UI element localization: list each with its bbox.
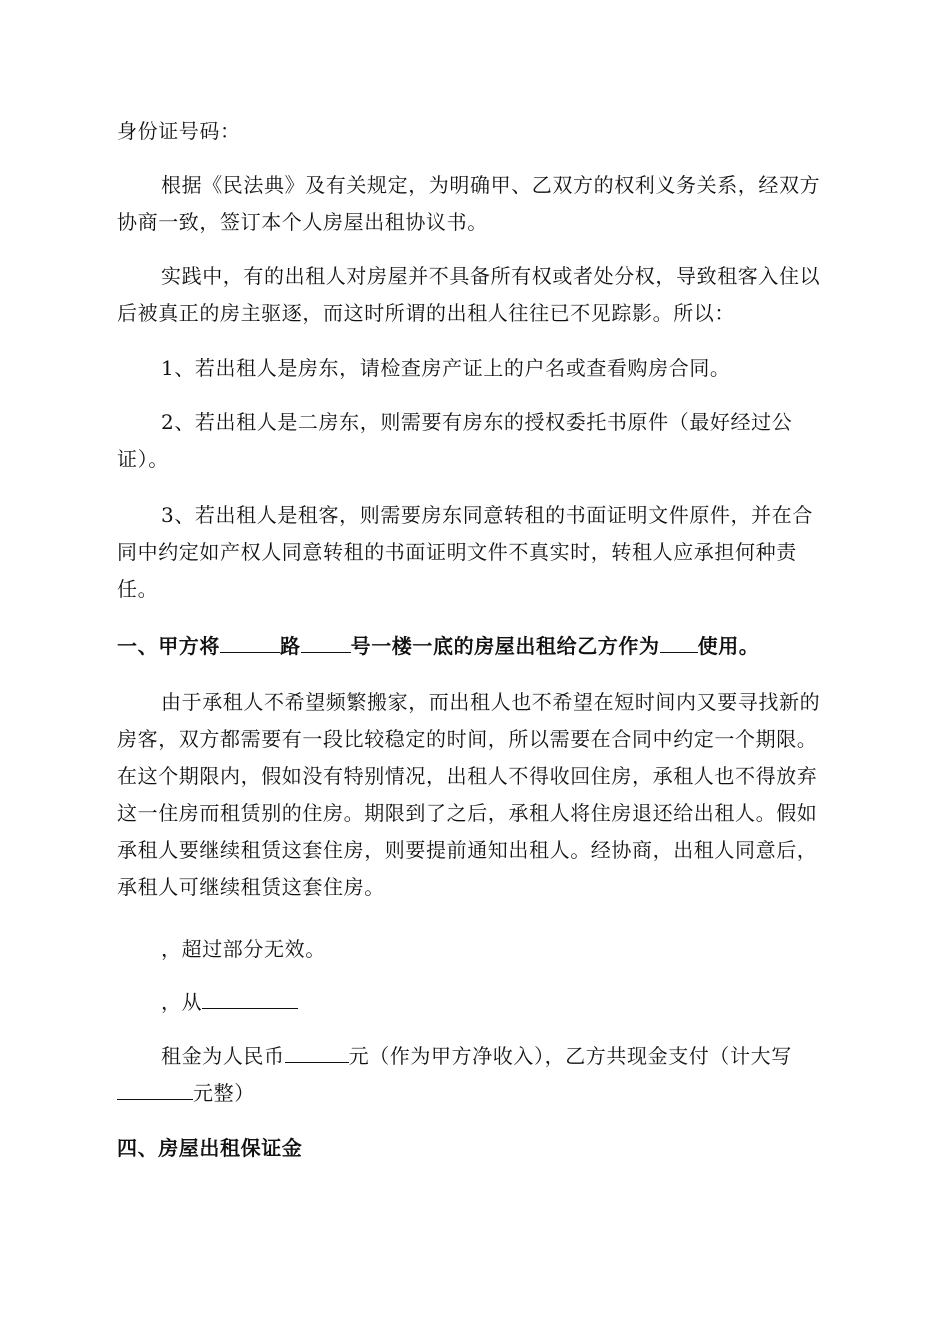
paragraph-civil-code: 根据《民法典》及有关规定，为明确甲、乙双方的权利义务关系，经双方协商一致，签订本个人房屋出租协议书。 — [117, 173, 821, 234]
number-blank — [301, 630, 351, 653]
rent-amount-blank — [285, 1040, 349, 1063]
from-text: ，从 — [161, 990, 203, 1014]
list-item-sublandlord: 2、若出租人是二房东，则需要有房东的授权委托书原件（最好经过公证）。 — [117, 410, 793, 471]
rent-part2: 元（作为甲方净收入），乙方共现金支付（计大写 — [348, 1044, 792, 1068]
list-item-tenant: 3、若出租人是租客，则需要房东同意转租的书面证明文件原件，并在合同中约定如产权人同意转租的书面证明文件不真实时，转租人应承担何种责任。 — [117, 503, 813, 601]
heading-one-part4: 使用。 — [697, 634, 760, 658]
section-heading-four: 四、房屋出租保证金 — [117, 1136, 303, 1160]
paragraph-practice: 实践中，有的出租人对房屋并不具备所有权或者处分权，导致租客入住以后被真正的房主驱逐，而这时所谓的出租人往往已不见踪影。所以： — [117, 264, 821, 325]
road-blank — [220, 630, 280, 653]
section-heading-one — [117, 628, 833, 665]
heading-one-part1: 一、甲方将 — [117, 634, 220, 658]
rent-part3: 元整） — [193, 1081, 255, 1105]
heading-one-part3: 号一楼一底的房屋出租给乙方作为 — [350, 634, 660, 658]
list-item-landlord: 1、若出租人是房东，请检查房产证上的户名或查看购房合同。 — [161, 356, 731, 380]
id-number-line: 身份证号码： — [117, 119, 241, 143]
rent-part1: 租金为人民币 — [161, 1044, 285, 1068]
paragraph-rent — [117, 1038, 833, 1112]
paragraph-exceeding-invalid: ，超过部分无效。 — [161, 937, 326, 961]
paragraph-lease-term: 由于承租人不希望频繁搬家，而出租人也不希望在短时间内又要寻找新的房客，双方都需要有一段比较稳定的时间，所以需要在合同中约定一个期限。在这个期限内，假如没有特别情况，出租人不得收回住房，承租人也不得放弃这一住房而租赁别的住房。期限到了之后，承租人将住房退还给出租人。假如承租人要继续租赁这套住房，则要提前通知出租人。经协商，出租人同意后，承租人可继续租赁这套住房。 — [117, 690, 821, 899]
from-blank — [202, 986, 298, 1009]
usage-blank — [660, 630, 698, 653]
paragraph-from — [117, 984, 833, 1021]
rent-capital-blank — [117, 1077, 193, 1100]
heading-one-part2: 路 — [280, 634, 301, 658]
